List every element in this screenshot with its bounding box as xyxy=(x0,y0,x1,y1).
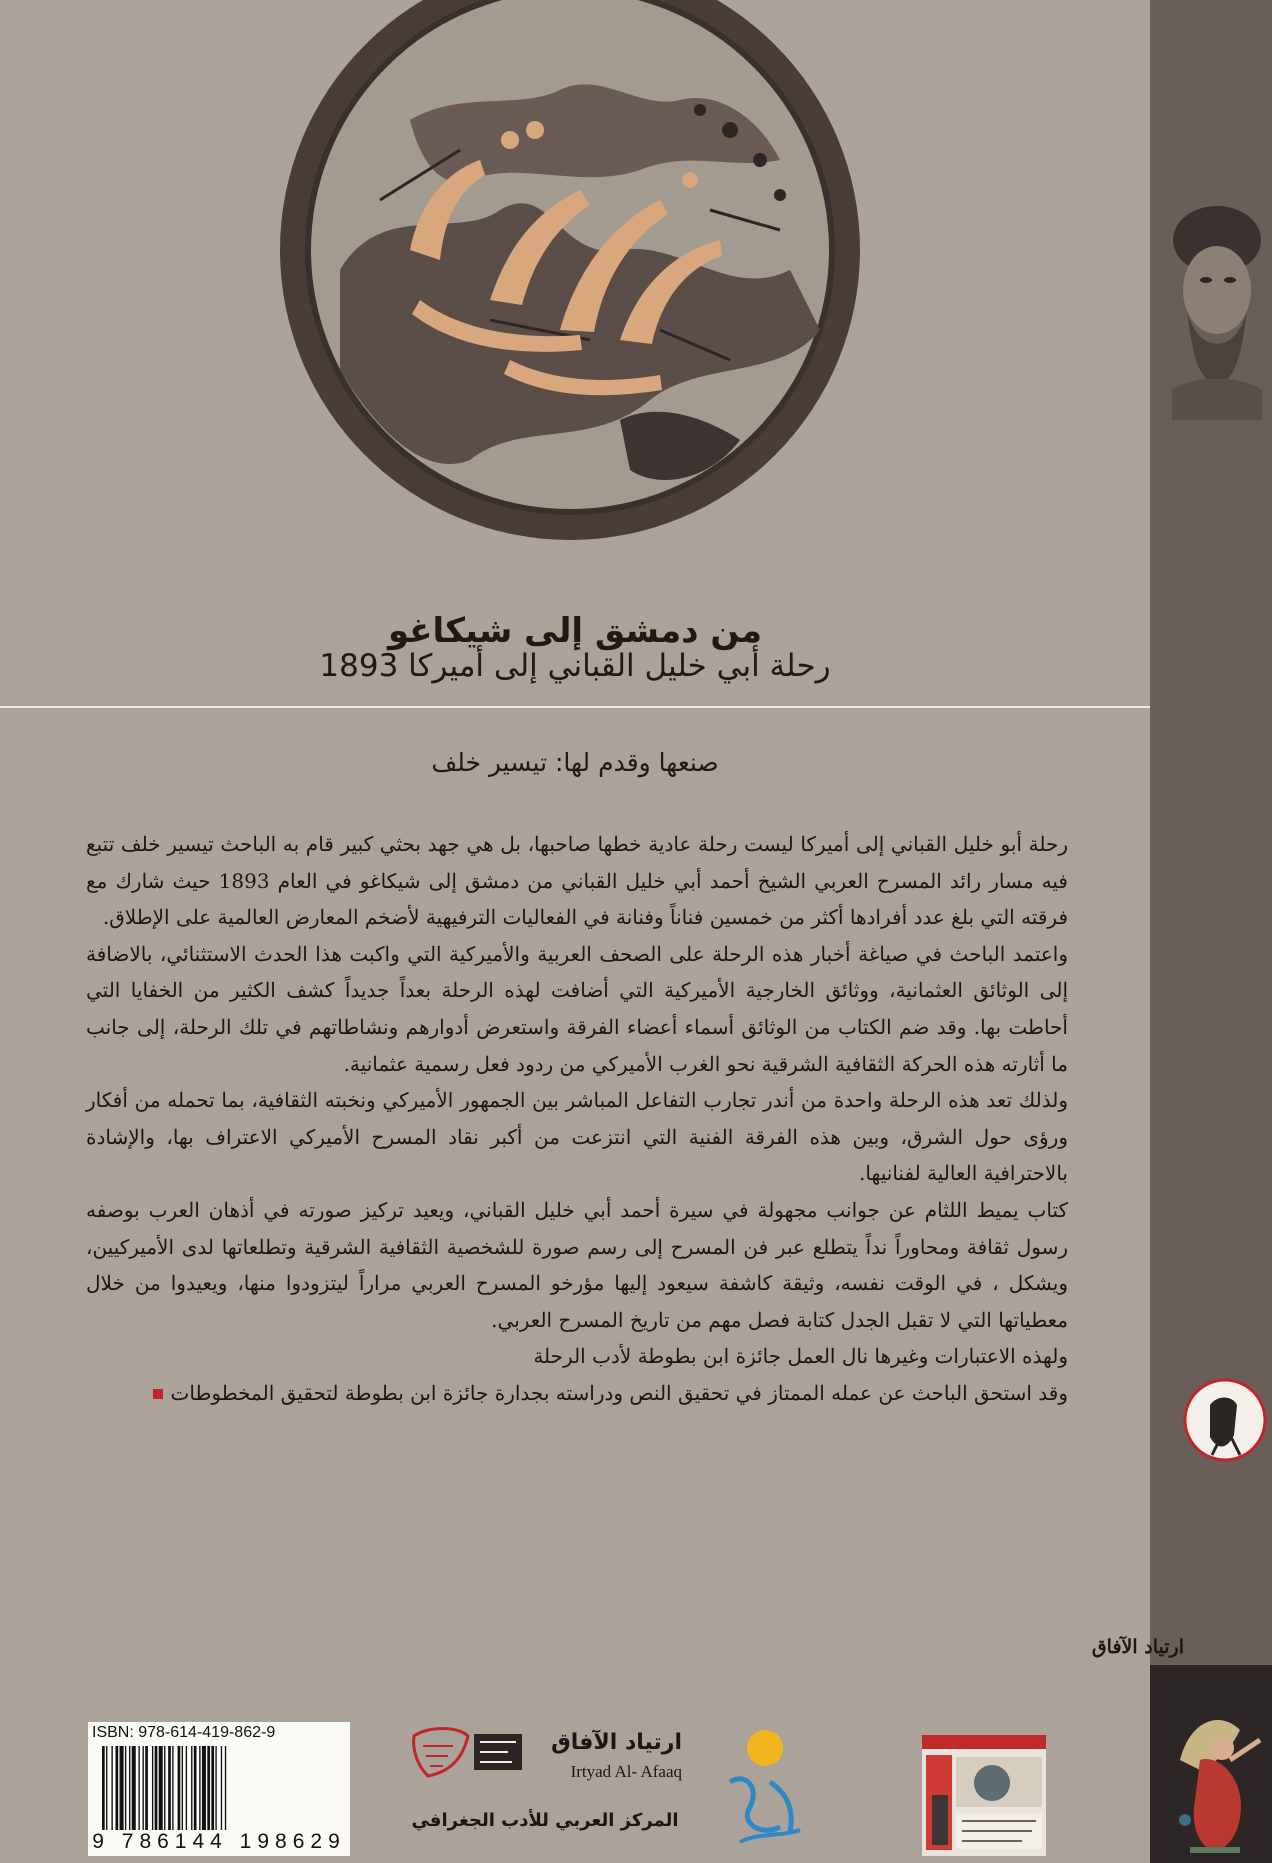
blurb-paragraph-last xyxy=(86,1375,1068,1412)
isbn-label: ISBN: 978-614-419-862-9 xyxy=(92,1724,276,1741)
book-subtitle: رحلة أبي خليل القباني إلى أميركا 1893 xyxy=(319,648,831,684)
blurb-paragraph: واعتمد الباحث في صياغة أخبار هذه الرحلة على الصحف العربية والأميركية التي واكبت هذا الحدث الاستثنائي، بالاضافة إلى الوثائق العثمانية، ووثائق الخارجية الأميركية التي أضافت لهذه الرحلة بعداً جديداً كشف الكثير من الخفايا التي أحاطت بها. وقد ضم الكتاب من الوثائق أسماء أعضاء الفرقة واستعرض أدوارهم ونشاطاتهم في تلك الرحلة، إلى جانب ما أثارته هذه الحركة الثقافية الشرقية نحو الغرب الأميركي من ردود فعل رسمية عثمانية. xyxy=(86,941,1068,1076)
publisher-block xyxy=(400,1722,690,1856)
map-emblem xyxy=(260,0,880,560)
blurb-paragraph: وقد استحق الباحث عن عمله الممتاز في تحقيق النص ودراسته بجدارة جائزة ابن بطوطة لتحقيق المخطوطات xyxy=(170,1380,1068,1405)
publisher-name-ar: ارتياد الآفاق xyxy=(551,1730,682,1755)
blurb-paragraph: رحلة أبو خليل القباني إلى أميركا ليست رحلة عادية خطها صاحبها، بل هي جهد بحثي كبير قام به الباحث تيسير خلف تتبع فيه مسار رائد المسرح العربي الشيخ أحمد أبي خليل القباني من دمشق إلى شيكاغو في العام 1893 حيث شارك مع فرقته التي بلغ عدد أفرادها أكثر من خمسين فناناً وفنانة في الفعاليات الترفيهية لأضخم المعارض العالمية على الإطلاق. xyxy=(86,832,1068,930)
barcode xyxy=(88,1722,350,1856)
barcode-bars xyxy=(102,1746,338,1830)
blurb-text xyxy=(86,826,1068,1412)
book-title: من دمشق إلى شيكاغو xyxy=(387,610,763,651)
publisher-logo-icon xyxy=(408,1726,528,1782)
publisher-seal-icon xyxy=(1182,1365,1268,1475)
blurb-paragraph: كتاب يميط اللثام عن جوانب مجهولة في سيرة أحمد أبي خليل القباني، ويعيد تركيز صورته في أذهان العرب بوصفه رسول ثقافة ومحاوراً نداً يتطلع عبر فن المسرح إلى رسم صورة للشخصية الثقافية الشرقية وتطلعاتها لدى الأميركيين، ويشكل ، في الوقت نفسه، وثيقة كاشفة سيعود إليها مؤرخو المسرح العربي مراراً ليتزودوا منها، ويعيدوا من خلال معطياتها التي لا تقبل الجدل كتابة فصل مهم من تاريخ المسرح العربي. xyxy=(86,1197,1068,1332)
rahala-logo-icon xyxy=(720,1712,810,1852)
divider-line xyxy=(0,706,1150,708)
barcode-digits: 9 786144 198629 xyxy=(92,1830,346,1853)
blurb-paragraph: ولهذه الاعتبارات وغيرها نال العمل جائزة ابن بطوطة لأدب الرحلة xyxy=(533,1344,1068,1369)
end-mark-icon xyxy=(153,1389,163,1399)
editor-credit: صنعها وقدم لها: تيسير خلف xyxy=(431,748,719,777)
portrait-illustration xyxy=(1162,180,1267,420)
publisher-center-name: المركز العربي للأدب الجغرافي xyxy=(411,1810,679,1831)
award-magazine-badge xyxy=(922,1735,1046,1856)
blurb-paragraph: ولذلك تعد هذه الرحلة واحدة من أندر تجارب التفاعل المباشر بين الجمهور الأميركي ونخبته الثقافية، بما تحمله من أفكار ورؤى حول الشرق، وبين هذه الفرقة الفنية التي انتزعت من أكبر نقاد المسرح الأميركي الاعتراف بها، والإشادة بالاحترافية العالية لفنانيها. xyxy=(86,1088,1068,1186)
angel-illustration xyxy=(1160,1700,1268,1860)
publisher-signature: ارتياد الآفاق xyxy=(1091,1636,1184,1658)
publisher-name-en: Irtyad Al- Afaaq xyxy=(570,1762,682,1781)
